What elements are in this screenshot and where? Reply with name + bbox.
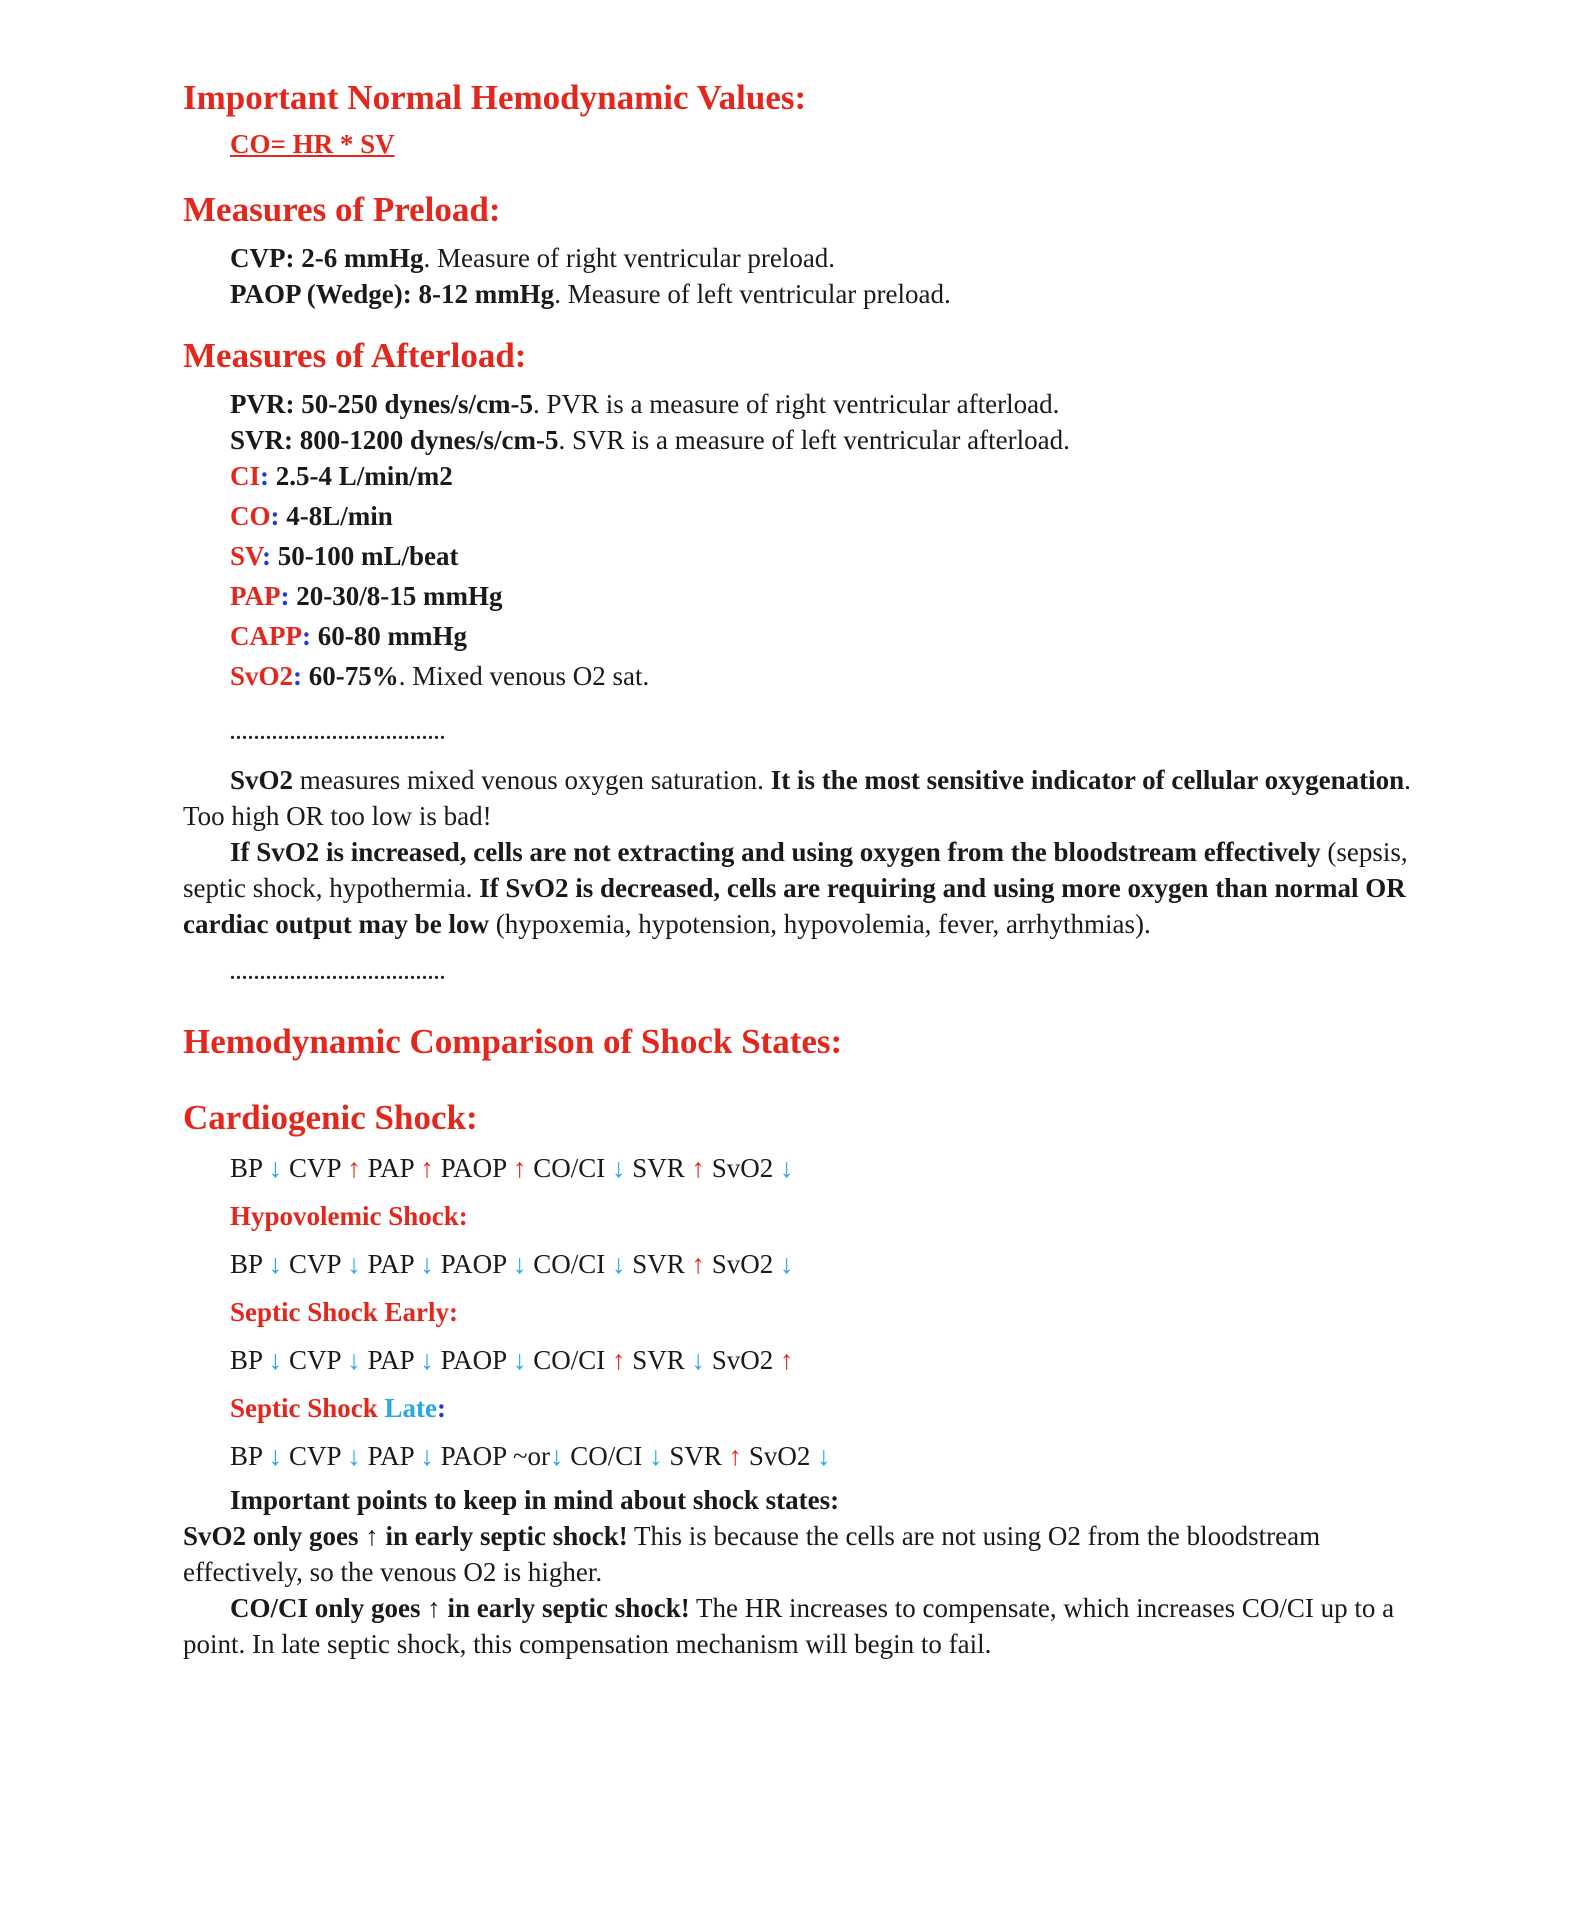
arrow-down-icon: ↓ (268, 1441, 283, 1471)
parameter-label: PAOP (433, 1153, 513, 1183)
arrow-down-icon: ↓ (649, 1441, 663, 1471)
normal-value-item: CAPP: 60-80 mmHg (230, 621, 467, 651)
parameter-label: PAOP (433, 1345, 513, 1375)
separator: .................................... (230, 722, 446, 744)
preload-item: PAOP (Wedge): 8-12 mmHg. Measure of left ventricular preload. (230, 279, 951, 309)
svo2-paragraph-1: SvO2 measures mixed venous oxygen saturation. It is the most sensitive indicator of cellular oxygenation. Too high OR too low is bad! (183, 765, 1411, 831)
value-name: CI (230, 461, 261, 491)
septic-late-heading: Septic Shock Late: (230, 1393, 447, 1423)
arrow-up-icon: ↑ (420, 1153, 434, 1183)
parameter-label: SVR (662, 1441, 729, 1471)
afterload-item: SVR: 800-1200 dynes/s/cm-5. SVR is a measure of left ventricular afterload. (230, 425, 1070, 455)
parameter-label: PAOP (433, 1441, 513, 1471)
value-range: 2.5-4 L/min/m2 (275, 461, 453, 491)
arrow-down-icon: ↓ (268, 1345, 283, 1375)
arrow-down-icon: ↓ (550, 1441, 564, 1471)
value-range: 50-100 mL/beat (277, 541, 459, 571)
afterload-item: PVR: 50-250 dynes/s/cm-5. PVR is a measure of right ventricular afterload. (230, 389, 1060, 419)
value-name: CAPP (230, 621, 302, 651)
parameter-label: PAP (360, 1345, 421, 1375)
normal-value-item: CI: 2.5-4 L/min/m2 (230, 461, 453, 491)
value-range: 20-30/8-15 mmHg (296, 581, 503, 611)
arrow-up-icon: ↑ (691, 1249, 705, 1279)
parameter-label: BP (230, 1441, 269, 1471)
value-name: CO (230, 501, 271, 531)
septic-late-row (183, 1438, 1588, 1474)
preload-item: CVP: 2-6 mmHg. Measure of right ventricular preload. (230, 243, 836, 273)
co-formula: CO= HR * SV (230, 129, 395, 159)
parameter-label: CVP (282, 1249, 348, 1279)
value-name: PAP (230, 581, 281, 611)
arrow-down-icon: ↓ (347, 1345, 361, 1375)
parameter-label: BP (230, 1249, 269, 1279)
hypovolemic-row (183, 1246, 1588, 1282)
value-range: 4-8L/min (286, 501, 393, 531)
svo2-paragraph-2: If SvO2 is increased, cells are not extracting and using oxygen from the bloodstream effectively (sepsis, septic shock, hypothermia. If SvO2 is decreased, cells are requiring and using more oxygen than normal OR cardiac output may be low (hypoxemia, hypotension, hypovolemia, fever, arrhythmias). (183, 837, 1408, 939)
separator: .................................... (230, 962, 446, 984)
parameter-label: PAP (360, 1153, 421, 1183)
normal-value-item: SV: 50-100 mL/beat (230, 541, 459, 571)
shock-point-1: SvO2 only goes ↑ in early septic shock! This is because the cells are not using O2 from the bloodstream effectively, so the venous O2 is higher. (183, 1521, 1321, 1587)
arrow-down-icon: ↓ (691, 1345, 705, 1375)
arrow-down-icon: ↓ (420, 1345, 434, 1375)
normal-values-list (183, 458, 1588, 694)
arrow-down-icon: ↓ (780, 1249, 794, 1279)
parameter-label: PAP (360, 1441, 421, 1471)
value-name: SV (230, 541, 263, 571)
value-range: 60-75% (308, 661, 399, 691)
parameter-label: CO/CI (526, 1249, 612, 1279)
arrow-down-icon: ↓ (817, 1441, 831, 1471)
shock-comparison-heading: Hemodynamic Comparison of Shock States: (183, 1022, 843, 1061)
value-name: SvO2 (230, 661, 294, 691)
arrow-down-icon: ↓ (268, 1153, 283, 1183)
parameter-label: CVP (282, 1441, 348, 1471)
parameter-label: CO/CI (563, 1441, 650, 1471)
parameter-label: SvO2 (742, 1441, 818, 1471)
arrow-up-icon: ↑ (728, 1441, 743, 1471)
parameter-label: SVR (625, 1153, 692, 1183)
parameter-label: SvO2 (704, 1345, 780, 1375)
parameter-label: PAOP (433, 1249, 513, 1279)
septic-early-heading: Septic Shock Early: (230, 1297, 459, 1327)
arrow-down-icon: ↓ (347, 1441, 361, 1471)
arrow-down-icon: ↓ (512, 1249, 527, 1279)
arrow-down-icon: ↓ (780, 1153, 794, 1183)
afterload-heading: Measures of Afterload: (183, 336, 527, 375)
parameter-label: SvO2 (704, 1153, 780, 1183)
parameter-label: CVP (282, 1345, 348, 1375)
septic-early-row (183, 1342, 1588, 1378)
parameter-label: PAP (360, 1249, 421, 1279)
normal-value-item: PAP: 20-30/8-15 mmHg (230, 581, 503, 611)
cardiogenic-heading: Cardiogenic Shock: (183, 1098, 478, 1137)
arrow-down-icon: ↓ (420, 1441, 434, 1471)
preload-heading: Measures of Preload: (183, 190, 501, 229)
cardiogenic-row (183, 1150, 1588, 1186)
arrow-up-icon: ↑ (691, 1153, 705, 1183)
parameter-label: CVP (282, 1153, 348, 1183)
arrow-up-icon: ↑ (780, 1345, 794, 1375)
arrow-down-icon: ↓ (512, 1345, 527, 1375)
normal-value-item: CO: 4-8L/min (230, 501, 393, 531)
parameter-label: SvO2 (704, 1249, 780, 1279)
approx-or-text: ~or (512, 1441, 551, 1471)
arrow-down-icon: ↓ (347, 1249, 361, 1279)
arrow-up-icon: ↑ (611, 1345, 626, 1375)
parameter-label: BP (230, 1345, 269, 1375)
page-title: Important Normal Hemodynamic Values: (183, 78, 807, 117)
parameter-label: SVR (625, 1249, 692, 1279)
arrow-down-icon: ↓ (611, 1153, 626, 1183)
parameter-label: CO/CI (526, 1153, 612, 1183)
parameter-label: CO/CI (526, 1345, 612, 1375)
shock-points-heading: Important points to keep in mind about shock states: (230, 1485, 840, 1515)
arrow-up-icon: ↑ (347, 1153, 361, 1183)
arrow-down-icon: ↓ (268, 1249, 283, 1279)
arrow-down-icon: ↓ (420, 1249, 434, 1279)
shock-point-2: CO/CI only goes ↑ in early septic shock! The HR increases to compensate, which increases CO/CI up to a point. In late septic shock, this compensation mechanism will begin to fail. (183, 1593, 1395, 1659)
parameter-label: BP (230, 1153, 269, 1183)
hypovolemic-heading: Hypovolemic Shock: (230, 1201, 468, 1231)
arrow-down-icon: ↓ (611, 1249, 626, 1279)
normal-value-item: SvO2: 60-75%. Mixed venous O2 sat. (230, 661, 650, 691)
value-range: 60-80 mmHg (317, 621, 467, 651)
parameter-label: SVR (625, 1345, 692, 1375)
arrow-up-icon: ↑ (512, 1153, 527, 1183)
